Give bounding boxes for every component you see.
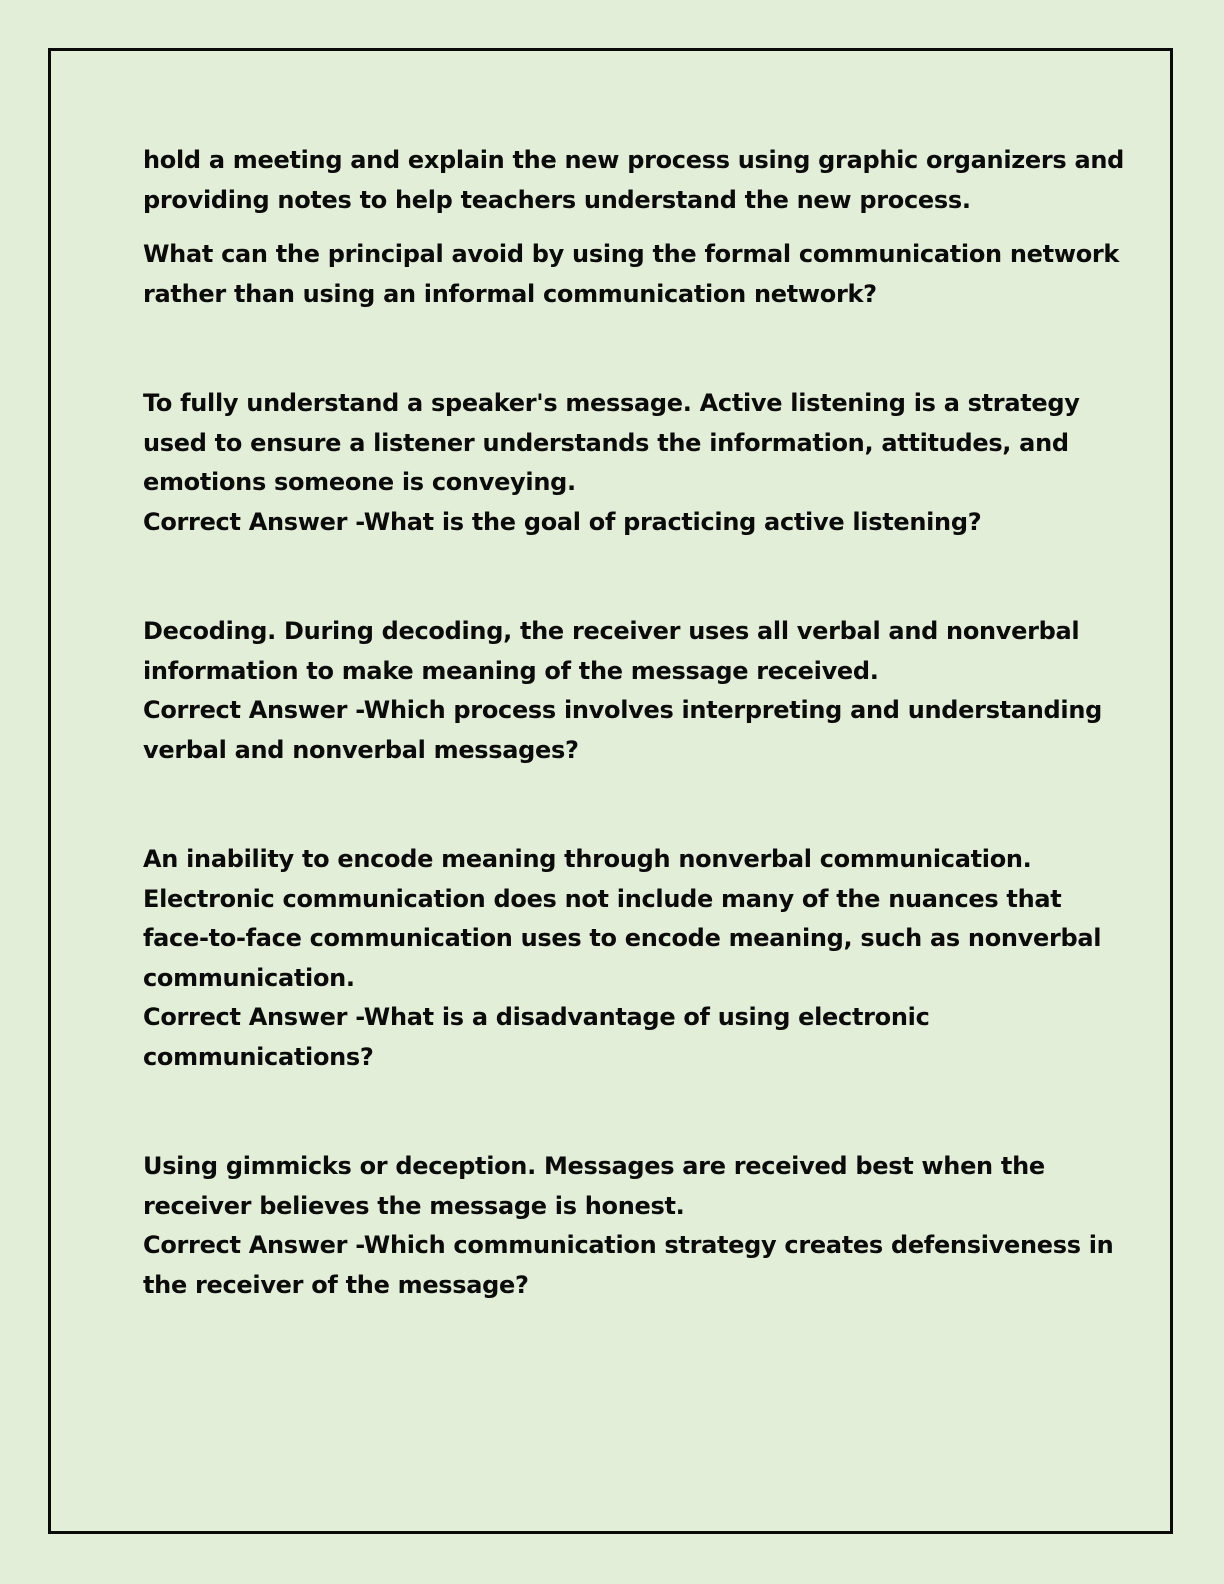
text-line: providing notes to help teachers understand the new process. [143,185,971,214]
text-line: hold a meeting and explain the new process using graphic organizers and [143,146,1125,174]
document-body [143,141,1125,1305]
text-line: rather than using an informal communication network? [143,279,877,308]
text-line: Using gimmicks or deception. Messages are received best when the [143,1152,1045,1180]
text-line: face-to-face communication uses to encode meaning, such as nonverbal [143,924,1102,952]
text-line: Decoding. During decoding, the receiver uses all verbal and nonverbal [143,617,1080,645]
text-line: To fully understand a speaker's message. Active listening is a strategy [143,389,1080,417]
text-line: communications? [143,1042,374,1071]
text-line: the receiver of the message? [143,1270,529,1299]
paragraph-question-formal-network [143,235,1120,314]
text-line: emotions someone is conveying. [143,468,576,496]
paragraph-gimmicks [143,1147,1114,1305]
text-line: communication. [143,963,355,992]
correct-answer-line: Correct Answer -What is a disadvantage of using electronic [143,1003,930,1031]
text-line: receiver believes the message is honest. [143,1191,685,1220]
correct-answer-line: Correct Answer -Which process involves interpreting and understanding [143,696,1103,724]
paragraph-active-listening [143,384,1083,542]
text-line: used to ensure a listener understands the information, attitudes, and [143,428,1069,457]
paragraph-continuation [143,141,1125,220]
paragraph-decoding [143,612,1103,770]
correct-answer-line: Correct Answer -What is the goal of practicing active listening? [143,507,982,536]
text-line: verbal and nonverbal messages? [143,735,579,764]
text-line: What can the principal avoid by using the formal communication network [143,240,1120,268]
text-line: Electronic communication does not include many of the nuances that [143,884,1062,913]
correct-answer-line: Correct Answer -Which communication strategy creates defensiveness in [143,1231,1114,1259]
text-line: An inability to encode meaning through nonverbal communication. [143,845,1032,873]
text-line: information to make meaning of the message received. [143,656,879,685]
paragraph-electronic-communication [143,840,1102,1077]
